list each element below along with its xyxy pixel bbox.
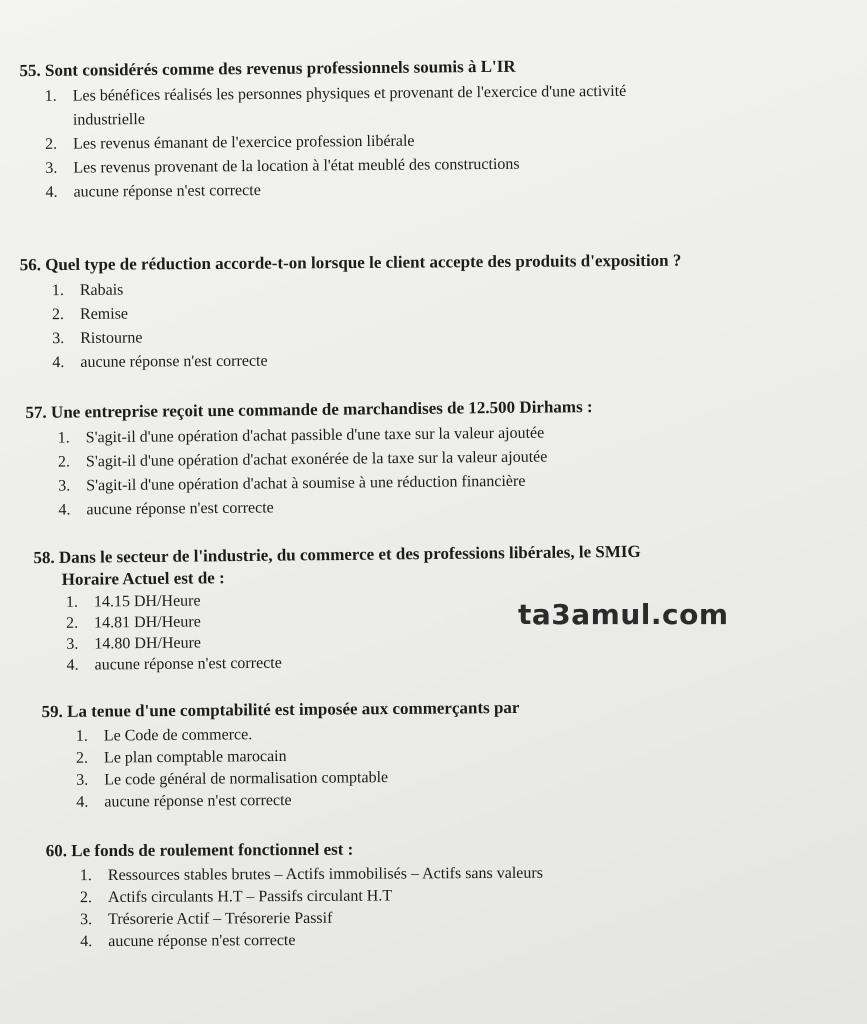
option-number: 3.: [66, 635, 79, 653]
question-number: 57.: [25, 402, 47, 422]
question-text-continuation: Horaire Actuel est de :: [61, 568, 225, 589]
option-text: aucune réponse n'est correcte: [80, 352, 268, 371]
question-title: [46, 839, 543, 862]
option-text: Les bénéfices réalisés les personnes physiques et provenant de l'exercice d'une activité: [72, 82, 627, 105]
option-number: 4.: [52, 354, 65, 372]
question-55: [19, 55, 727, 205]
option-text: Le Code de commerce.: [103, 726, 253, 745]
option-number: 1.: [44, 87, 57, 105]
question-number: 60.: [45, 841, 68, 861]
option-number: 2.: [45, 135, 58, 153]
option-item: [80, 885, 543, 909]
options-list: [76, 722, 521, 814]
option-text-continuation: industrielle: [72, 110, 145, 129]
options-list: [45, 79, 728, 205]
options-list: [52, 275, 682, 375]
option-number: 3.: [76, 771, 89, 789]
question-title: [20, 251, 682, 276]
option-number: 1.: [51, 282, 64, 300]
option-text: Les revenus émanant de l'exercice profession libérale: [73, 132, 415, 153]
option-number: 2.: [51, 306, 65, 324]
option-text: Actifs circulants H.T – Passifs circulant H.T: [107, 887, 393, 906]
option-item: [45, 79, 727, 133]
options-list: [58, 421, 594, 523]
question-text: Sont considérés comme des revenus professionnels soumis à L'IR: [44, 56, 516, 80]
option-number: 4.: [58, 501, 71, 519]
option-item: [45, 175, 727, 205]
option-number: 2.: [66, 614, 79, 632]
option-text: aucune réponse n'est correcte: [94, 654, 282, 674]
option-text: Ressources stables brutes – Actifs immobilisés – Actifs sans valeurs: [107, 864, 543, 884]
question-text: Quel type de réduction accorde-t-on lorsque le client accepte des produits d'exposition ?: [45, 250, 682, 275]
question-text: Le fonds de roulement fonctionnel est :: [71, 839, 354, 861]
option-item: [80, 929, 543, 953]
watermark-text: ta3amul.com: [518, 598, 729, 631]
option-item: [52, 347, 682, 375]
question-text: Dans le secteur de l'industrie, du commerce et des professions libérales, le SMIG: [58, 541, 641, 567]
option-number: 1.: [79, 867, 92, 885]
options-list: [80, 863, 544, 953]
question-text: Une entreprise reçoit une commande de marchandises de 12.500 Dirhams :: [50, 397, 593, 422]
option-item: [76, 788, 520, 814]
option-text: aucune réponse n'est correcte: [86, 499, 274, 519]
question-57: [25, 397, 593, 523]
option-text: 14.80 DH/Heure: [94, 634, 202, 653]
question-number: 59.: [41, 701, 63, 722]
question-title: [42, 698, 520, 722]
option-text: Le plan comptable marocain: [103, 747, 287, 767]
option-text: Le code général de normalisation comptable: [104, 769, 389, 789]
question-number: 55.: [19, 60, 41, 81]
option-text: Ristourne: [80, 329, 143, 347]
option-text: Rabais: [79, 281, 124, 299]
option-number: 1.: [75, 727, 88, 745]
question-60: [46, 839, 544, 954]
option-number: 3.: [45, 159, 58, 177]
option-text: aucune réponse n'est correcte: [104, 791, 292, 811]
option-number: 1.: [65, 593, 79, 611]
option-text: Remise: [79, 305, 129, 323]
option-number: 4.: [80, 933, 93, 951]
option-number: 2.: [79, 889, 93, 907]
question-text: La tenue d'une comptabilité est imposée aux commerçants par: [67, 697, 520, 721]
option-number: 2.: [57, 453, 71, 471]
option-item: [80, 863, 543, 887]
option-number: 2.: [75, 749, 89, 767]
question-number: 58.: [33, 547, 55, 568]
question-title: [19, 55, 726, 81]
option-text: Trésorerie Actif – Trésorerie Passif: [108, 909, 333, 928]
option-text: Les revenus provenant de la location à l'état meublé des constructions: [73, 155, 520, 177]
option-number: 4.: [76, 793, 89, 811]
question-56: [20, 251, 683, 376]
option-number: 3.: [52, 330, 65, 348]
option-number: 3.: [58, 477, 71, 495]
option-number: 4.: [45, 183, 58, 201]
question-number: 56.: [19, 255, 41, 275]
option-text: aucune réponse n'est correcte: [73, 181, 261, 201]
option-text: 14.81 DH/Heure: [94, 613, 201, 632]
question-title: [25, 397, 592, 423]
option-text: S'agit-il d'une opération d'achat à soumise à une réduction financière: [86, 472, 526, 495]
option-number: 4.: [66, 656, 79, 674]
option-number: 3.: [80, 911, 93, 929]
option-text: S'agit-il d'une opération d'achat passible d'une taxe sur la valeur ajoutée: [85, 424, 545, 447]
option-text: aucune réponse n'est correcte: [108, 931, 296, 950]
option-item: [80, 907, 543, 931]
option-item: [58, 493, 593, 523]
option-number: 1.: [57, 429, 70, 447]
option-text: S'agit-il d'une opération d'achat exonérée de la taxe sur la valeur ajoutée: [85, 448, 548, 471]
question-59: [42, 698, 521, 814]
option-text: 14.15 DH/Heure: [93, 592, 201, 611]
